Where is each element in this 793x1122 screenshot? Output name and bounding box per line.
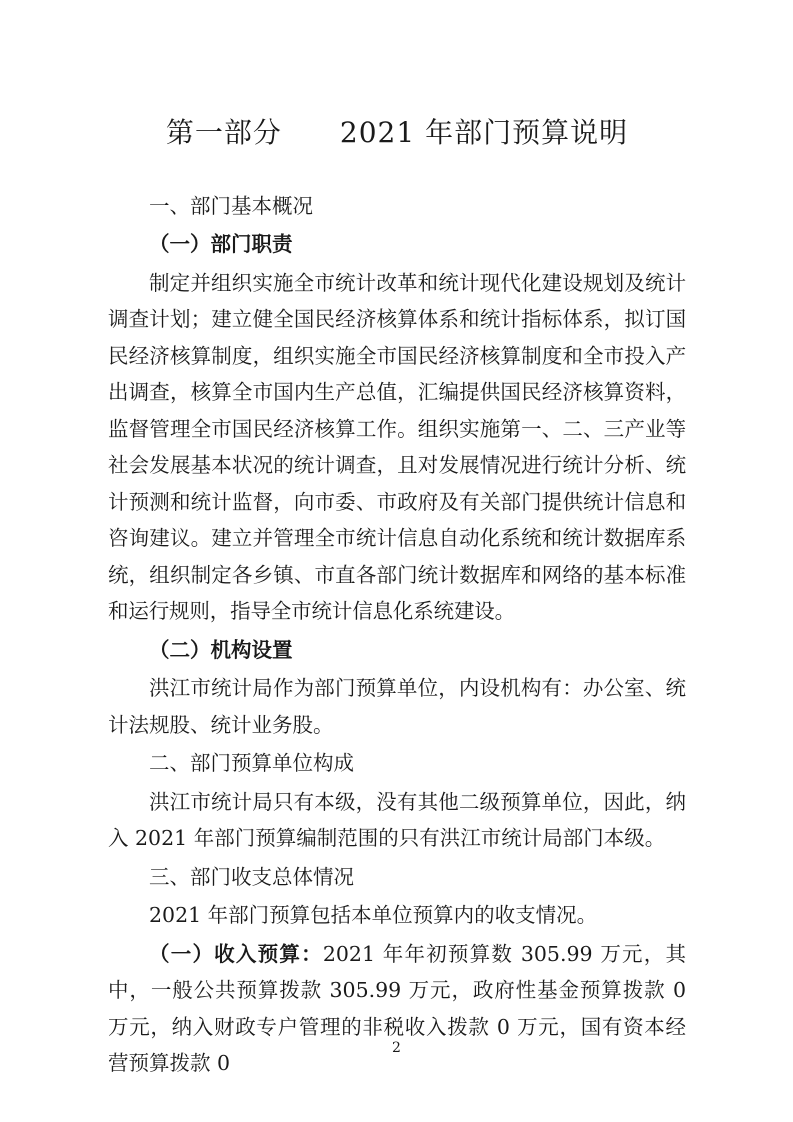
page-title: 第一部分 2021 年部门预算说明 (165, 116, 629, 149)
paragraph-budget-units: 洪江市统计局只有本级，没有其他二级预算单位，因此，纳入 2021 年部门预算编制范围的只有洪江市统计局部门本级。 (108, 789, 686, 851)
subsection-heading-1-1: （一）部门职责 (149, 232, 293, 257)
section-heading-3: 三、部门收支总体情况 (149, 864, 354, 889)
paragraph-income-budget (108, 936, 686, 1082)
paragraph-revenue-expenditure-overview: 2021 年部门预算包括本单位预算内的收支情况。 (149, 903, 598, 928)
paragraph-department-duties: 制定并组织实施全市统计改革和统计现代化建设规划及统计调查计划；建立健全国民经济核算体系和统计指标体系，拟订国民经济核算制度，组织实施全市国民经济核算制度和全市投入产出调查，核算全市国内生产总值，汇编提供国民经济核算资料，监督管理全市国民经济核算工作。组织实施第一、二、三产业等社会发展基本状况的统计调查，且对发展情况进行统计分析、统计预测和统计监督，向市委、市政府及有关部门提供统计信息和咨询建议。建立并管理全市统计信息自动化系统和统计数据库系统，组织制定各乡镇、市直各部门统计数据库和网络的基本标准和运行规则，指导全市统计信息化系统建设。 (108, 270, 686, 624)
document-content (108, 112, 686, 1084)
page-number: 2 (392, 1040, 401, 1056)
section-heading-1: 一、部门基本概况 (149, 194, 313, 218)
section-heading-2: 二、部门预算单位构成 (149, 751, 354, 776)
subsection-heading-1-2: （二）机构设置 (149, 637, 293, 662)
paragraph-organization-structure: 洪江市统计局作为部门预算单位，内设机构有：办公室、统计法规股、统计业务股。 (108, 676, 686, 737)
income-budget-lead: （一）收入预算： (149, 941, 323, 966)
income-budget-text: 2021 年年初预算数 305.99 万元，其中，一般公共预算拨款 305.99 万元，政府性基金预算拨款 0 万元，纳入财政专户管理的非税收入拨款 0 万元，国有资本经营预算拨款 0 (108, 941, 687, 1076)
